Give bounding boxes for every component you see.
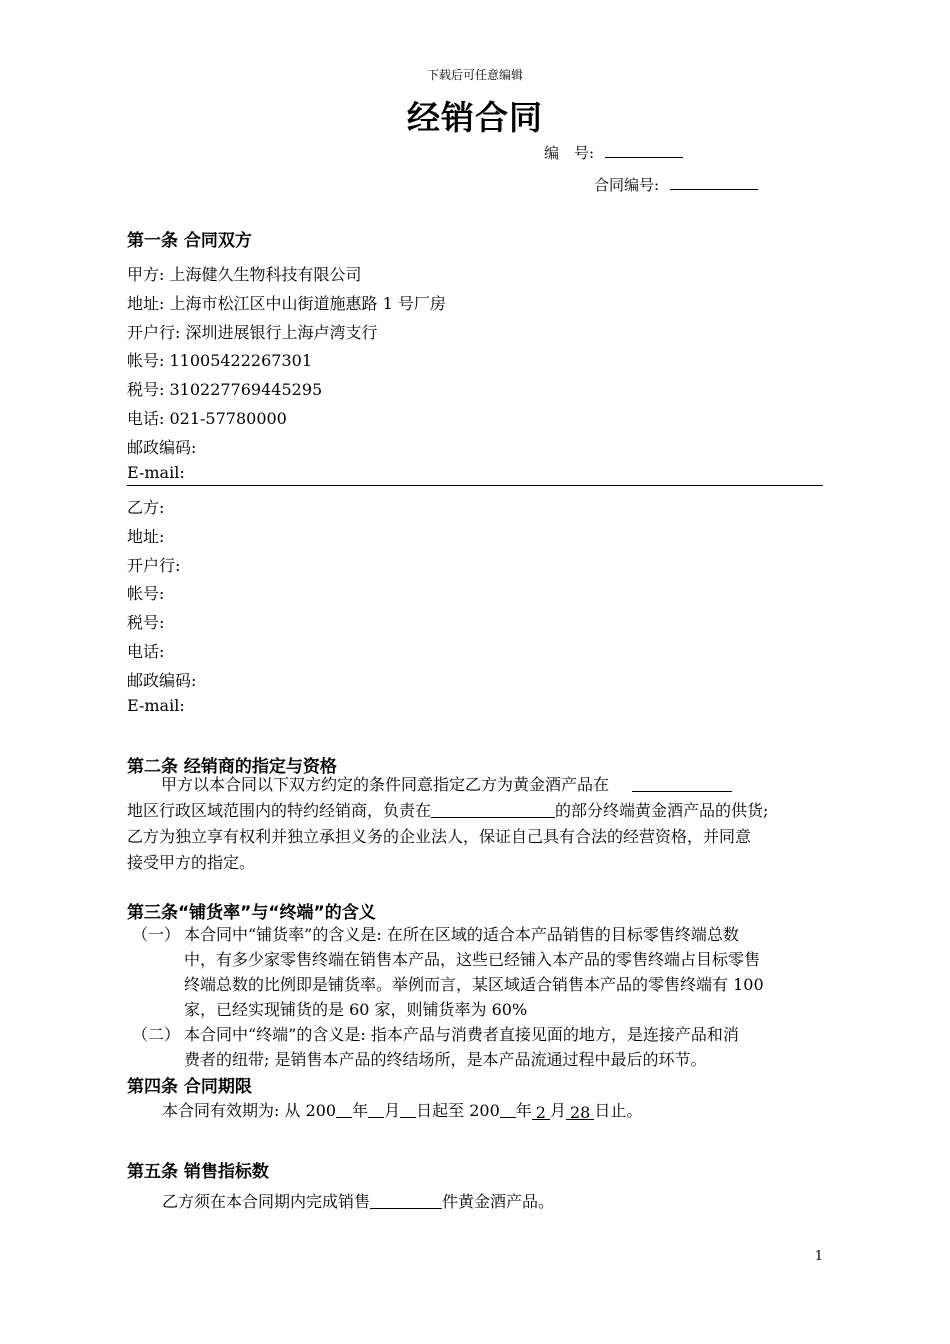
- number-blank[interactable]: [605, 143, 683, 158]
- party-b-account: 帐号:: [127, 584, 165, 603]
- party-b-address: 地址:: [127, 527, 165, 546]
- sales-target-unit: 件黄金酒产品。: [442, 1192, 555, 1211]
- number-label: 编 号:: [544, 144, 595, 162]
- item2-body: [184, 1022, 824, 1072]
- article1-heading: 第一条 合同双方: [127, 231, 252, 251]
- term-text-middle: 日起至 200: [416, 1101, 500, 1120]
- year-label: 年: [352, 1101, 369, 1120]
- party-b-postcode: 邮政编码:: [127, 671, 197, 690]
- party-divider: [127, 485, 823, 486]
- document-title: 经销合同: [407, 98, 543, 137]
- start-year-blank[interactable]: [336, 1101, 352, 1118]
- end-year-blank[interactable]: [500, 1101, 516, 1118]
- party-b-bank: 开户行:: [127, 556, 181, 575]
- article2-line1: 甲方以本合同以下双方约定的条件同意指定乙方为黄金酒产品在: [161, 775, 610, 794]
- party-a-postcode: 邮政编码:: [127, 438, 197, 457]
- term-text-start: 本合同有效期为: 从 200: [162, 1101, 337, 1120]
- contract-term-line: [162, 1098, 642, 1121]
- article2-line3: 乙方为独立享有权利并独立承担义务的企业法人，保证自己具有合法的经营资格，并同意: [127, 827, 752, 846]
- month-label-2: 月: [549, 1101, 566, 1120]
- article5-heading: 第五条 销售指标数: [127, 1162, 269, 1182]
- article4-heading: 第四条 合同期限: [127, 1077, 252, 1097]
- end-day-value: 28: [566, 1103, 594, 1120]
- article2-heading: 第二条 经销商的指定与资格: [127, 757, 337, 777]
- term-text-end: 日止。: [594, 1101, 643, 1120]
- supply-area-blank[interactable]: [431, 801, 555, 818]
- article2-line2a: 地区行政区域范围内的特约经销商，负责在: [127, 801, 432, 820]
- article2-paragraph: [127, 772, 823, 876]
- party-b-tax-id: 税号:: [127, 613, 165, 632]
- party-a-email: E-mail:: [127, 463, 185, 482]
- month-label: 月: [384, 1101, 401, 1120]
- sales-target-text: 乙方须在本合同期内完成销售: [162, 1192, 371, 1211]
- item1-line: 终端总数的比例即是铺货率。举例而言，某区域适合销售本产品的零售终端有 100: [184, 975, 764, 994]
- item1-line: 中，有多少家零售终端在销售本产品，这些已经铺入本产品的零售终端占目标零售: [184, 950, 761, 969]
- item1-line: 家，已经实现铺货的是 60 家，则铺货率为 60%: [184, 1000, 528, 1019]
- header-note: 下载后可任意编辑: [426, 68, 523, 82]
- year-label-2: 年: [515, 1101, 532, 1120]
- item1-body: [184, 922, 824, 1022]
- party-b-name: 乙方:: [127, 498, 165, 517]
- contract-number-label: 合同编号:: [594, 176, 660, 194]
- party-b-email: E-mail:: [127, 696, 185, 715]
- item1-line: 本合同中“铺货率”的含义是: 在所在区域的适合本产品销售的目标零售终端总数: [184, 925, 739, 944]
- party-a-tax-id: 税号: 310227769445295: [127, 380, 323, 399]
- start-month-blank[interactable]: [368, 1101, 384, 1118]
- article2-line2b: 的部分终端黄金酒产品的供货;: [555, 801, 769, 820]
- article2-line4: 接受甲方的指定。: [127, 853, 256, 872]
- item2-line: 本合同中“终端”的含义是: 指本产品与消费者直接见面的地方，是连接产品和消: [184, 1025, 739, 1044]
- item2-line: 费者的纽带; 是销售本产品的终结场所，是本产品流通过程中最后的环节。: [184, 1050, 707, 1069]
- end-month-value: 2: [532, 1103, 550, 1120]
- start-day-blank[interactable]: [400, 1101, 416, 1118]
- party-a-account: 帐号: 11005422267301: [127, 351, 312, 370]
- party-a-phone: 电话: 021-57780000: [127, 409, 287, 428]
- page-number: 1: [814, 1249, 823, 1264]
- party-a-address: 地址: 上海市松江区中山街道施惠路 1 号厂房: [127, 294, 446, 313]
- item2-label: （二）: [132, 1025, 181, 1044]
- party-a-bank: 开户行: 深圳进展银行上海卢湾支行: [127, 323, 378, 342]
- contract-number-blank[interactable]: [670, 175, 758, 190]
- contract-number-field: [594, 174, 758, 195]
- article3-heading: 第三条“铺货率”与“终端”的含义: [127, 903, 376, 923]
- sales-quantity-blank[interactable]: [370, 1192, 442, 1209]
- region-blank[interactable]: [632, 775, 732, 792]
- number-field: [544, 142, 683, 163]
- sales-target-line: [162, 1189, 554, 1212]
- party-a-name: 甲方: 上海健久生物科技有限公司: [127, 265, 362, 284]
- party-b-phone: 电话:: [127, 642, 165, 661]
- item1-label: （一）: [132, 925, 181, 944]
